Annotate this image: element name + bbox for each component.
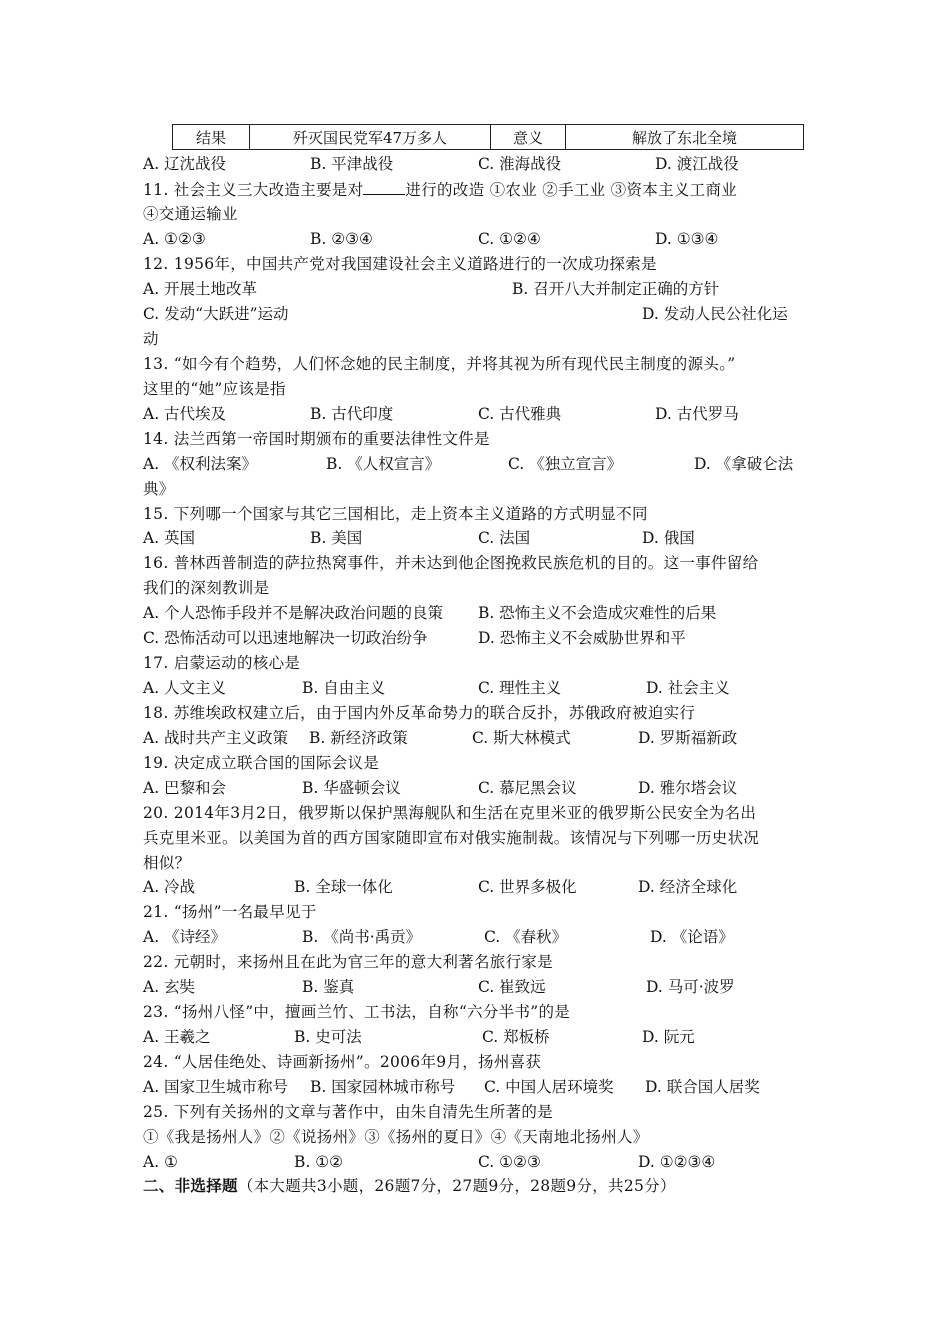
option-b: B. 召开八大并制定正确的方针 (512, 280, 720, 298)
answer-blank (363, 178, 405, 195)
section-title: 二、非选择题 (143, 1176, 238, 1195)
option-d: D. ①②③④ (638, 1153, 716, 1171)
option-b: B. 《尚书·禹贡》 (302, 928, 422, 946)
option-b: B. 《人权宣言》 (326, 455, 441, 473)
option-b: B. 鉴真 (302, 978, 355, 996)
option-c: C. 慕尼黑会议 (478, 779, 577, 797)
option-a: A. 人文主义 (143, 679, 227, 697)
option-d-continued: 动 (143, 330, 159, 348)
question-stem: ④交通运输业 (143, 205, 238, 223)
option-d: D. 社会主义 (646, 679, 730, 697)
question-stem: 13. “如今有个趋势，人们怀念她的民主制度，并将其视为所有现代民主制度的源头。” (143, 355, 736, 373)
question-stem: 16. 普林西普制造的萨拉热窝事件，并未达到他企图挽救民族危机的目的。这一事件留给 (143, 554, 759, 572)
question-text: 进行的改造 ①农业 ②手工业 ③资本主义工商业 (405, 181, 738, 199)
option-c: C. 恐怖活动可以迅速地解决一切政治纷争 (143, 629, 428, 647)
option-d: D. ①③④ (655, 230, 719, 248)
question-stem: ①《我是扬州人》②《说扬州》③《扬州的夏日》④《天南地北扬州人》 (143, 1128, 649, 1146)
option-c: C. 淮海战役 (478, 155, 562, 173)
option-b: B. ①② (294, 1153, 344, 1171)
option-c: C. ①②④ (478, 230, 541, 248)
option-d-continued: 典》 (143, 480, 175, 498)
question-stem: 20. 2014年3月2日，俄罗斯以保护黑海舰队和生活在克里米亚的俄罗斯公民安全为名出 (143, 804, 757, 822)
option-c: C. 发动“大跃进”运动 (143, 305, 289, 323)
option-a: A. 国家卫生城市称号 (143, 1078, 289, 1096)
option-b: B. 史可法 (294, 1028, 362, 1046)
option-c: C. 崔致远 (478, 978, 546, 996)
option-b: B. 自由主义 (302, 679, 386, 697)
option-b: B. 古代印度 (310, 405, 394, 423)
question-stem: 21. “扬州”一名最早见于 (143, 903, 317, 921)
option-b: B. ②③④ (310, 230, 373, 248)
option-a: A. 英国 (143, 529, 196, 547)
option-b: B. 平津战役 (310, 155, 394, 173)
question-stem: 我们的深刻教训是 (143, 579, 270, 597)
question-stem: 这里的“她”应该是指 (143, 380, 286, 398)
question-stem: 25. 下列有关扬州的文章与著作中，由朱自清先生所著的是 (143, 1103, 553, 1121)
option-a: A. 《诗经》 (143, 928, 227, 946)
option-c: C. 斯大林模式 (472, 729, 571, 747)
section-heading (143, 1175, 676, 1197)
table-cell: 解放了东北全境 (566, 125, 804, 150)
option-a: A. ① (143, 1153, 178, 1171)
option-a: A. 战时共产主义政策 (143, 729, 289, 747)
option-d: D. 罗斯福新政 (638, 729, 738, 747)
option-d: D. 经济全球化 (638, 878, 738, 896)
option-c: C. 《春秋》 (484, 928, 568, 946)
table-cell: 结果 (173, 125, 250, 150)
option-d: D. 联合国人居奖 (645, 1078, 760, 1096)
option-b: B. 华盛顿会议 (302, 779, 401, 797)
question-stem: 15. 下列哪一个国家与其它三国相比，走上资本主义道路的方式明显不同 (143, 505, 648, 523)
table-row (173, 125, 804, 150)
option-d: D. 《论语》 (650, 928, 734, 946)
option-a: A. 《权利法案》 (143, 455, 258, 473)
question-stem (143, 178, 737, 201)
option-d: D. 《拿破仑法 (694, 455, 794, 473)
option-c: C. 古代雅典 (478, 405, 562, 423)
option-a: A. ①②③ (143, 230, 206, 248)
question-stem: 22. 元朝时，来扬州且在此为官三年的意大利著名旅行家是 (143, 953, 553, 971)
option-b: B. 新经济政策 (309, 729, 408, 747)
question-stem: 24. “人居佳绝处、诗画新扬州”。2006年9月，扬州喜获 (143, 1053, 542, 1071)
option-c: C. 世界多极化 (478, 878, 577, 896)
option-d: D. 恐怖主义不会威胁世界和平 (478, 629, 686, 647)
option-a: A. 开展土地改革 (143, 280, 258, 298)
table-cell: 歼灭国民党军47万多人 (250, 125, 491, 150)
option-c: C. 法国 (478, 529, 531, 547)
option-c: C. ①②③ (478, 1153, 541, 1171)
question-stem: 17. 启蒙运动的核心是 (143, 654, 301, 672)
option-a: A. 王羲之 (143, 1028, 211, 1046)
option-a: A. 古代埃及 (143, 405, 227, 423)
option-c: C. 郑板桥 (482, 1028, 550, 1046)
option-a: A. 辽沈战役 (143, 155, 227, 173)
section-detail: （本大题共3小题，26题7分，27题9分，28题9分，共25分） (237, 1177, 676, 1195)
option-d: D. 发动人民公社化运 (642, 305, 788, 323)
option-b: B. 美国 (310, 529, 363, 547)
option-b: B. 国家园林城市称号 (310, 1078, 456, 1096)
question-stem: 18. 苏维埃政权建立后，由于国内外反革命势力的联合反扑，苏俄政府被迫实行 (143, 704, 696, 722)
option-a: A. 个人恐怖手段并不是解决政治问题的良策 (143, 604, 444, 622)
question-stem: 12. 1956年，中国共产党对我国建设社会主义道路进行的一次成功探索是 (143, 255, 657, 273)
question-stem: 相似？ (143, 854, 191, 872)
option-d: D. 雅尔塔会议 (638, 779, 738, 797)
option-a: A. 巴黎和会 (143, 779, 227, 797)
option-d: D. 古代罗马 (655, 405, 739, 423)
option-c: C. 中国人居环境奖 (484, 1078, 614, 1096)
question-stem: 14. 法兰西第一帝国时期颁布的重要法律性文件是 (143, 430, 490, 448)
option-c: C. 《独立宣言》 (508, 455, 623, 473)
option-d: D. 马可·波罗 (646, 978, 735, 996)
question-stem: 23. “扬州八怪”中，擅画兰竹、工书法，自称“六分半书”的是 (143, 1003, 571, 1021)
result-table (172, 124, 804, 150)
option-d: D. 阮元 (642, 1028, 695, 1046)
option-a: A. 玄奘 (143, 978, 196, 996)
table-cell: 意义 (491, 125, 566, 150)
option-c: C. 理性主义 (478, 679, 562, 697)
question-text: 11. 社会主义三大改造主要是对 (143, 181, 364, 199)
option-d: D. 渡江战役 (655, 155, 739, 173)
option-b: B. 恐怖主义不会造成灾难性的后果 (478, 604, 717, 622)
option-d: D. 俄国 (642, 529, 695, 547)
option-b: B. 全球一体化 (294, 878, 393, 896)
question-stem: 兵克里米亚。以美国为首的西方国家随即宣布对俄实施制裁。该情况与下列哪一历史状况 (143, 829, 760, 847)
option-a: A. 冷战 (143, 878, 196, 896)
question-stem: 19. 决定成立联合国的国际会议是 (143, 754, 380, 772)
